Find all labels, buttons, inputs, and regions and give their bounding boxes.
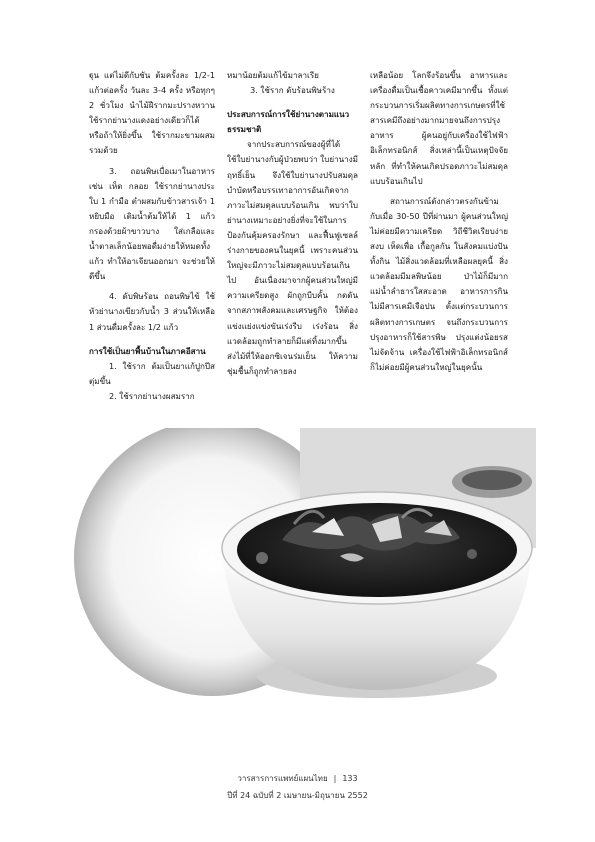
column-1 <box>89 68 215 404</box>
paragraph: 2. ใช้รากย่านางผสมราก <box>109 390 195 401</box>
paragraph: 3. ถอนพิษเบื่อเมาในอาหาร เช่น เห็ด กลอย ใช้รากย่านางประ ใบ 1 กำมือ ตำผสมกับข้าวสารเจ้า 1 หยิบมือ เติมน้ำต้มให้ได้ 1 แก้ว กรองด้วยผ้าขาวบาง ใส่เกลือและน้ำตาลเล็กน้อยพอดื่มง่ายให้หมดทั้งแก้ว ทำให้อาเจียนออกมา จะช่วยให้ดีขึ้น <box>89 165 215 282</box>
journal-title: วารสารการแพทย์แผนไทย <box>237 774 328 783</box>
paragraph: เหลือน้อย โลกจึงร้อนขึ้น อาหารและเครื่องดื่มเป็นเชื้อคาวเคมีมากขึ้น ทั้งแต่กระบวนการเริ่มผลิตทางการเกษตรที่ใช้สารเคมีถึงอย่างมากมายจนถึงการปรุงอาหาร ผู้คนอยู่กับเครื่องใช้ไฟฟ้าอิเล็กทรอนิกส์ สิ่งเหล่านี้เป็นเหตุปัจจัยหลัก ที่ทำให้คนเกิดปรอดภาวะไม่สมดุลแบบร้อนเกินไป <box>370 70 508 186</box>
paragraph: สถานการณ์ดังกล่าวตรงกันข้ามกับเมื่อ 30-50 ปีที่ผ่านมา ผู้คนส่วนใหญ่ไม่ค่อยมีความเครียด วิถีชีวิตเรียบง่าย สงบ เห็ดเพื่อ เกื้อกูลกัน ในสังคมแบ่งปันทั้งกิน ไม้สิ่งแวดล้อมที่เหลือผลยุคนี้ สิ่งแวดล้อมมีมลพิษน้อย ป่าไม้ก็มีมาก แม่น้ำลำธารใสสะอาด อาหารการกินไม่มีสารเคมีเจือปน ตั้งแต่กระบวนการผลิตทางการเกษตร จนถึงกระบวนการปรุงอาหารก็ใช้สารพิษ ปรุงแต่งน้อยรสไม่จัดจ้าน เครื่องใช้ไฟฟ้าอิเล็กทรอนิกส์ก็ไม่ค่อยมีผู้คนส่วนใหญ่ในยุคนั้น <box>370 195 508 372</box>
paragraph: 3. ใช้ราก ดับร้อนพิษร้าง <box>250 85 335 96</box>
footer-journal: วารสารการแพทย์แผนไทย | 133 <box>237 774 358 783</box>
page-number: 133 <box>342 774 358 783</box>
section-heading: ประสบการณ์การใช้ย่านางตามแนวธรรมชาติ <box>227 109 350 135</box>
section-heading: การใช้เป็นยาพื้นบ้านในภาคอีสาน <box>89 345 206 356</box>
footer-issue: ปีที่ 24 ฉบับที่ 2 เมษายน-มิถุนายน 2552 <box>227 791 368 800</box>
column-2 <box>227 68 358 379</box>
soup-bowl-photo <box>72 428 536 746</box>
paragraph: 4. ดับพิษร้อน ถอนพิษไข้ ใช้หัวย่านางเขียวกับน้ำ 3 ส่วนให้เหลือ 1 ส่วนดื่มครั้งละ 1/2 แก้ว <box>89 291 215 332</box>
paragraph: 1. ใช้ราก ต้มเป็นยาแก้ปูกปีส ตุ่มขึ้น <box>89 360 215 386</box>
column-3 <box>370 68 508 375</box>
paragraph: หมาน้อยต้มแก้ไข้มาลาเรีย <box>227 70 319 80</box>
paragraph: ฐุน แต่ไม่ดีกับชัน ต้มครั้งละ 1/2-1 แก้วต่อครั้ง วันละ 3-4 ครั้ง หรือทุกๆ 2 ชั่วโมง นำไม้ฝีรากมะปรางหวาน ใช้รากย่านางแดงอย่างเดียวก็ได้ หรือถ้าให้ยิ่งขึ้น ใช้รากมะขามผสมรวมด้วย <box>89 70 215 156</box>
paragraph: จากประสบการณ์ของผู้ที่ได้ใช้ใบย่านางกับผู้ป่วยพบว่า ใบย่านางมีฤทธิ์เย็น จึงใช้ใบย่านางปรับสมดุลบำบัดหรือบรรเทาอาการอันเกิดจากภาวะไม่สมดุลแบบร้อนเกิน พบว่าใบย่านางเหมาะอย่างยิ่งที่จะใช้ในการป้องกันคุ้มครองรักษา และฟื้นฟูเซลล์ร่างกายของคนในยุคนี้ เพราะคนส่วนใหญ่จะมีภาวะไม่สมดุลแบบร้อนเกินไป อันเนื่องมาจากผู้คนส่วนใหญ่มีความเครียดสูง ผักถูกบีบคั้น กดดันจากสภาพสังคมและเศรษฐกิจ ให้ต้องแข่งแย่งแข่งขันเร่งรีบ เร่งร้อน สิ่งแวดล้อมถูกทำลายก็มีแต่ทิ้งมากขึ้น ส่งไม้ที่ให้ออกซิเจนร่มเย็น ให้ความชุ่มชื้นก็ถูกทำลายลง <box>227 139 358 376</box>
